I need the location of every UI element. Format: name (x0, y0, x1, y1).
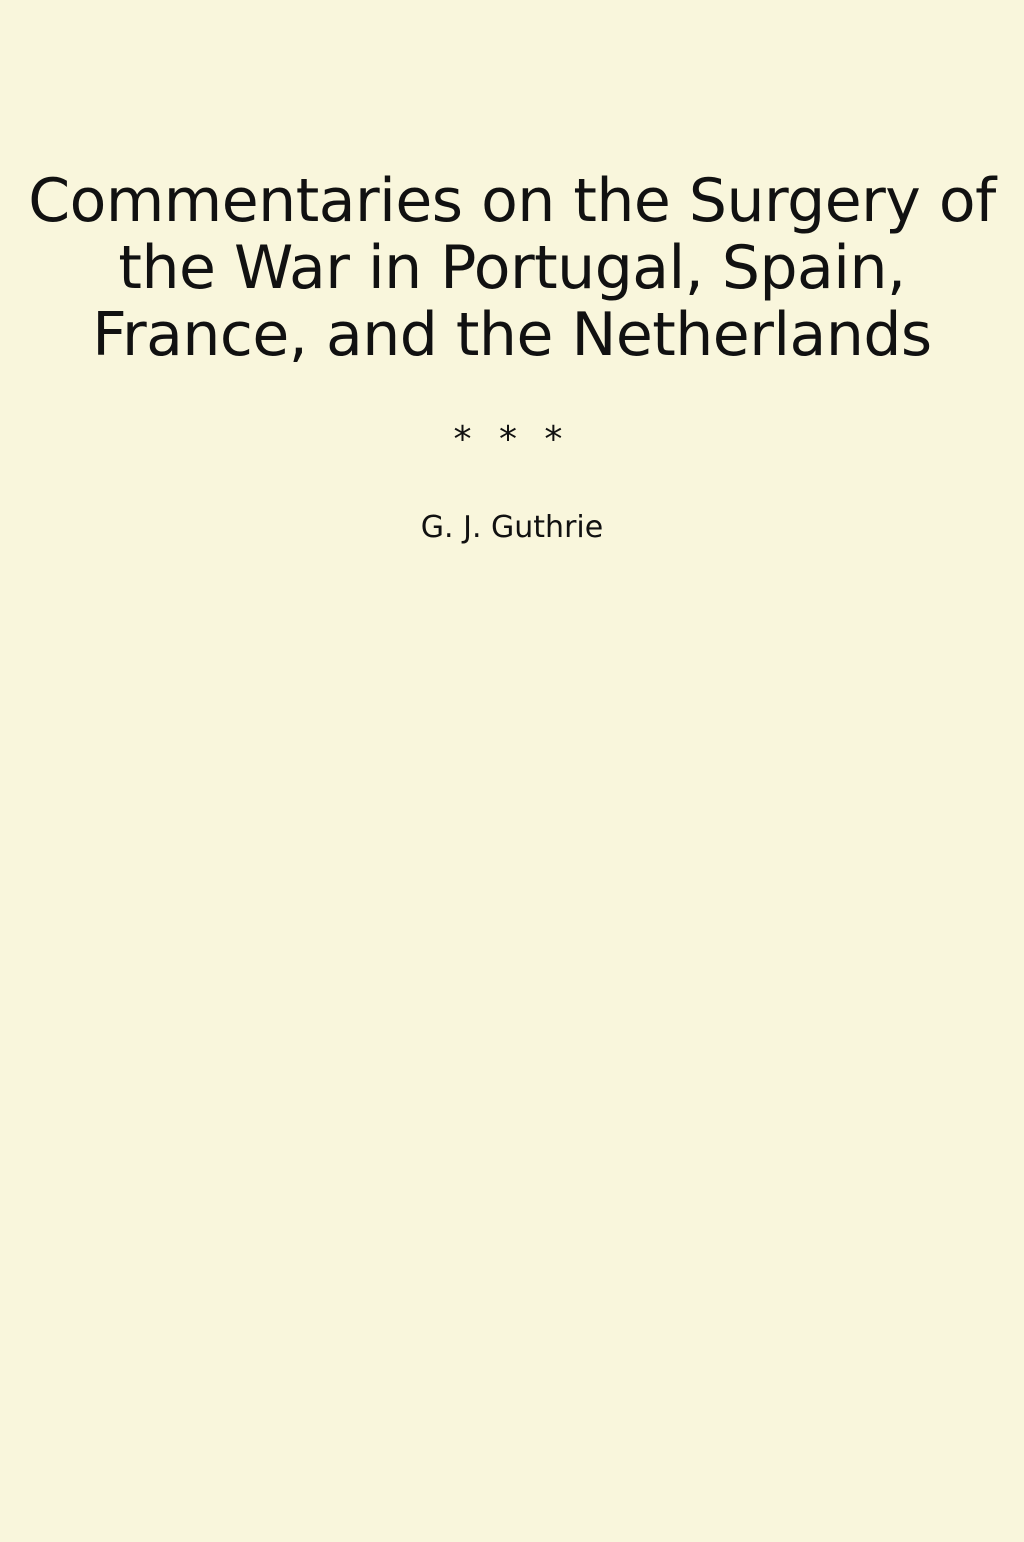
page-title: Commentaries on the Surgery of the War in Portugal, Spain, France, and the Netherlands (28, 166, 996, 371)
author-name: G. J. Guthrie (420, 509, 604, 545)
title-block (0, 168, 1024, 546)
asterisk-separator: * * * (453, 418, 571, 460)
